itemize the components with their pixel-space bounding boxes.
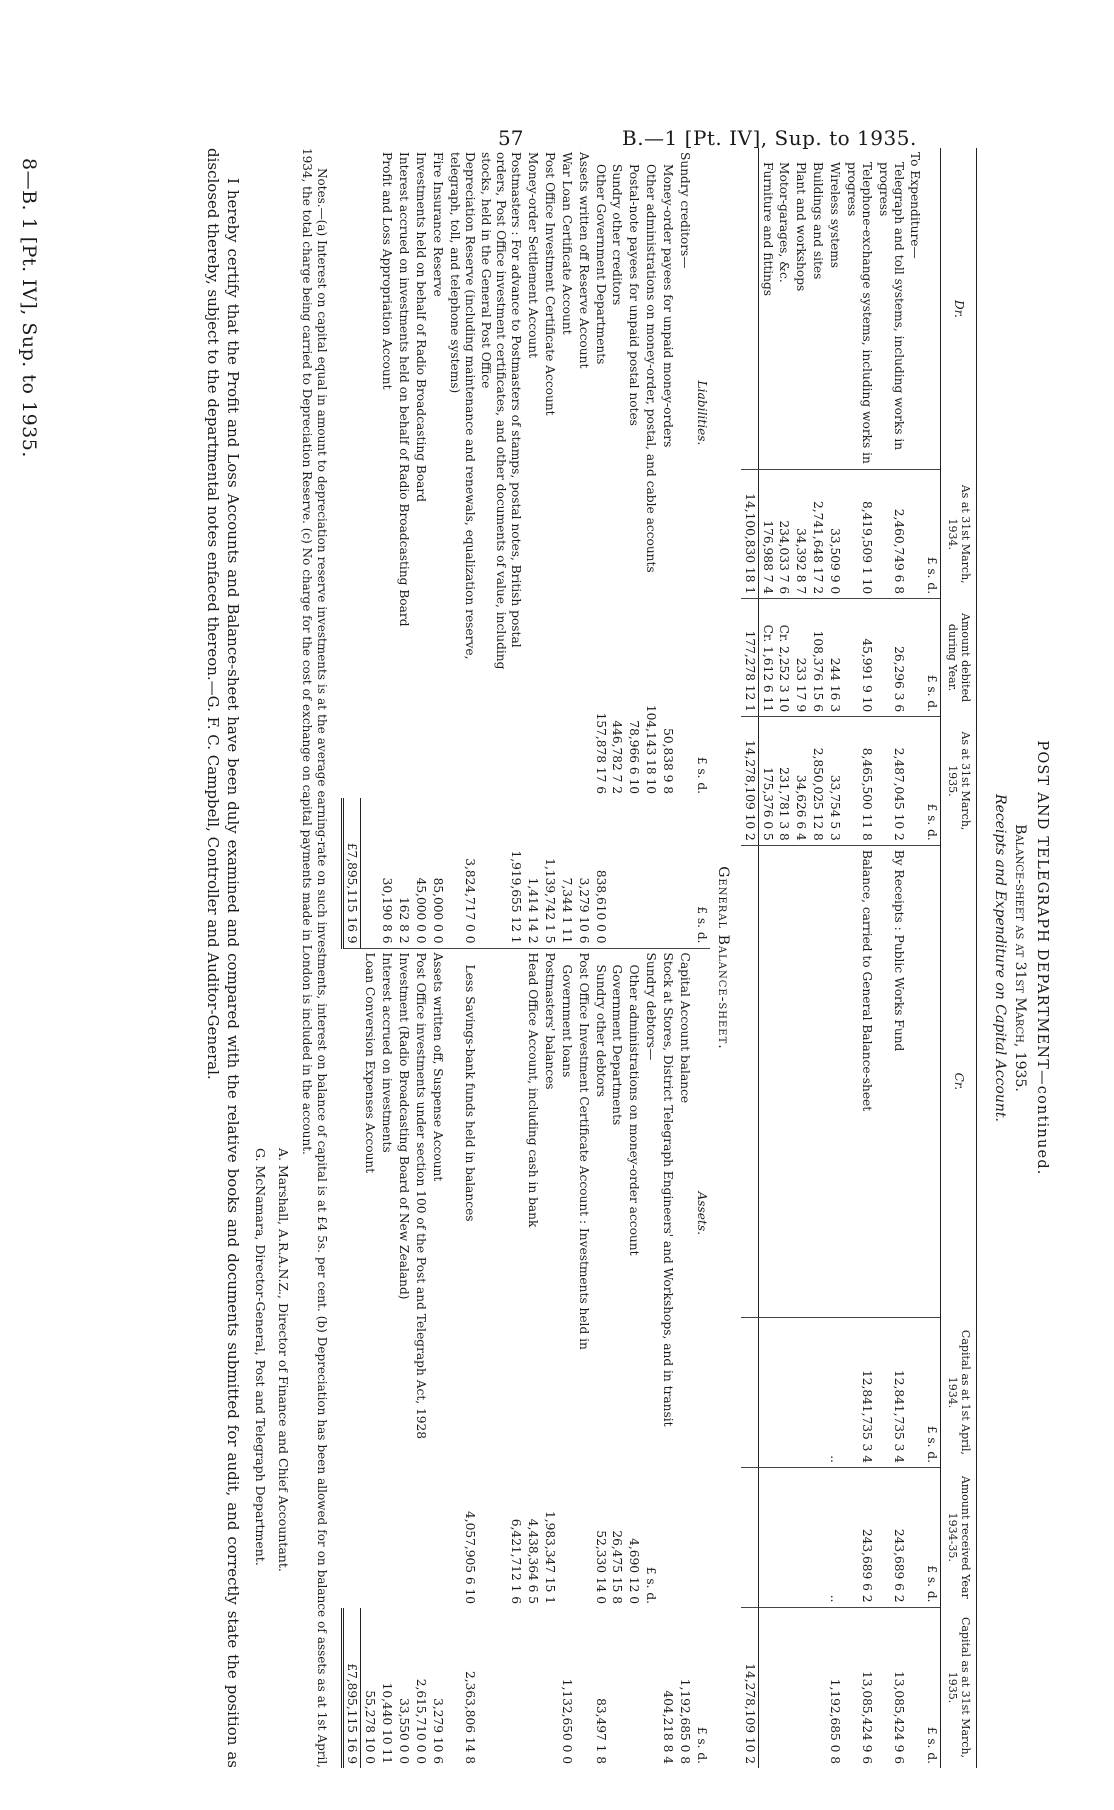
liabilities-heading: Liabilities. [694,380,709,446]
liability-label: Profit and Loss Appropriation Account [380,152,395,390]
balance-row [524,148,541,1768]
asset-subamount: 4,438,364 6 5 [526,1518,541,1604]
asset-subamount [395,1478,412,1608]
currency-label: £ s. d. [923,1317,940,1467]
money-header: £ s. d. [694,756,709,794]
asset-label: Postmasters' balances [541,948,558,1478]
money-header: £ s. d. [694,1726,709,1764]
liability-subamount [446,678,478,798]
dr-label: Telegraph and toll systems, including works in progress [876,162,906,451]
liability-amount: 1,414 14 2 [526,877,541,944]
asset-label: Head Office Account, including cash in bank [524,948,541,1478]
general-balance-sheet-title: General Balance-sheet. [714,866,731,1050]
asset-subamount: 52,330 14 0 [593,1530,608,1604]
cr-label: Balance, carried to General Balance-sheet [843,845,875,1317]
col-cr-received: Amount received Year 1934-35. [941,1468,977,1607]
liability-subamount [541,678,558,798]
capital-total-row [741,148,758,1768]
cr-value-1934 [809,1317,826,1467]
asset-subamount: 26,475 15 8 [610,1530,625,1604]
asset-amount: 3,279 10 6 [430,1698,445,1764]
liability-subamount [412,678,429,798]
asset-subamount [575,1478,592,1608]
cr-value-1935 [758,1607,775,1768]
dr-value-1935: 34,626 6 4 [792,717,809,846]
liability-label: Investments held on behalf of Radio Broadcasting Board [413,152,428,503]
liability-label: Money-order Settlement Account [526,152,541,359]
asset-amount: 10,440 10 11 [380,1682,395,1764]
asset-subamount: 6,421,712 1 6 [509,1518,524,1604]
liability-label: Money-order payees for unpaid money-orders [661,164,676,448]
cr-label [792,845,809,1317]
cr-value-received [758,1468,775,1607]
running-head-bottom: 8—B. 1 [Pt. IV], Sup. to 1935. [18,158,40,458]
liability-subamount [361,678,378,798]
liability-subamount [429,678,446,798]
dr-value-1935: 2,850,025 12 8 [809,717,826,846]
cr-total-label [741,845,758,1317]
signature-1: A. Marshall, A.R.A.N.Z., Director of Finance and Chief Accountant. [276,1148,292,1572]
general-balance-sheet-table [341,148,710,1768]
liability-amount: 1,139,742 1 5 [542,858,557,944]
asset-amount: 404,218 8 4 [661,1690,676,1764]
dr-value-debited: 244 16 3 [826,599,843,717]
cr-value-received: .. [826,1468,843,1607]
cr-value-1934 [792,1317,809,1467]
liability-label: War Loan Certificate Account [559,152,574,335]
liability-label: Other administrations on money-order, postal, and cable accounts [644,164,659,573]
liability-label: Depreciation Reserve (including maintenance and renewals, equalization reserve, telegraph, toll, and telephone systems) [447,152,477,660]
asset-amount [642,1608,659,1768]
dr-value-debited: 45,991 9 10 [843,599,875,717]
balance-row [558,148,575,1768]
asset-amount: 1,132,650 0 0 [559,1678,574,1764]
dr-value-1934: 176,988 7 4 [758,470,775,599]
asset-amount [625,1608,642,1768]
capital-row [758,148,775,1768]
dr-total-1935: 14,278,109 10 2 [741,717,758,846]
cr-value-1935: 1,192,685 0 8 [826,1607,843,1768]
cr-label: By Receipts : Public Works Fund [875,845,907,1317]
asset-amount: 1,192,685 0 8 [677,1678,692,1764]
liability-subamount [558,678,575,798]
dr-label: Plant and workshops [794,162,809,292]
dr-value-1935: 175,376 0 5 [758,717,775,846]
dr-value-debited: 26,296 3 6 [875,599,907,717]
liability-label: Post Office Investment Certificate Account [542,152,557,416]
liability-label: Postal-note payees for unpaid postal notes [627,164,642,426]
liability-amount: 45,000 0 0 [413,877,428,944]
col-cr: Cr. [941,845,977,1317]
liability-label: Fire Insurance Reserve [430,152,445,297]
col-cr-1935: Capital as at 31st March, 1935. [941,1607,977,1768]
asset-amount: 33,550 0 0 [397,1698,412,1764]
liability-subamount [395,678,412,798]
asset-label: Less Savings-bank funds held in balances [446,948,478,1478]
asset-label [478,948,525,1478]
asset-amount: 83,497 1 8 [593,1698,608,1764]
dr-value-1934: 34,392 8 7 [792,470,809,599]
liability-amount: 838,610 0 0 [593,869,608,944]
liability-amount [609,798,626,948]
asset-label: Interest accrued on investments [378,948,395,1478]
liability-subamount: 78,966 6 10 [627,720,642,794]
asset-amount [575,1608,592,1768]
liability-amount: 3,824,717 0 0 [462,858,477,944]
liability-label: Postmasters : For advance to Postmasters of stamps, postal notes, British postal orders, Post Office investment certificates, and other documents of value, including stocks, held in the General Post Office [479,152,524,670]
capital-header-row [941,148,977,1768]
balance-row [412,148,429,1768]
currency-label: £ s. d. [923,1607,940,1768]
liability-subamount: 50,838 9 8 [661,728,676,794]
balance-row [429,148,446,1768]
dr-value-debited: 108,376 15 6 [809,599,826,717]
capital-row [809,148,826,1768]
dr-value-debited: Cr. 2,252 3 10 [776,599,793,717]
balance-row [609,148,626,1768]
cr-label [809,845,826,1317]
dr-value-debited: Cr. 1,612 6 11 [758,599,775,717]
cr-value-received: 243,689 6 2 [843,1468,875,1607]
cr-value-1934: .. [826,1317,843,1467]
cr-total-1935: 14,278,109 10 2 [741,1607,758,1768]
asset-label: Capital Account balance [676,948,693,1478]
currency-label: £ s. d. [923,717,940,846]
dr-value-1935: 33,754 5 3 [826,717,843,846]
balance-total-row [342,148,361,1768]
liabilities-total-label [342,148,361,678]
liability-subamount [575,678,592,798]
cr-label [826,845,843,1317]
currency-label: £ s. d. [923,599,940,717]
cr-value-received [809,1468,826,1607]
asset-label: Sundry other debtors [592,948,609,1478]
cr-value-received [792,1468,809,1607]
liability-amount: 30,190 8 6 [380,877,395,944]
liability-subamount [676,678,693,798]
asset-subamount [378,1478,395,1608]
balance-row [378,148,395,1768]
assets-heading: Assets. [693,948,710,1478]
balance-row [575,148,592,1768]
col-dr-1935: As at 31st March, 1935. [941,717,977,846]
capital-account-table [741,148,977,1768]
section-title: Receipts and Expenditure on Capital Account. [992,794,1009,1122]
balance-row [659,148,676,1768]
cr-value-1935 [776,1607,793,1768]
dr-value-1935: 8,465,500 11 8 [843,717,875,846]
liability-label: Interest accrued on investments held on behalf of Radio Broadcasting Board [397,152,412,627]
asset-subamount [361,1478,378,1608]
dr-value-1934: 8,419,509 1 10 [843,470,875,599]
asset-amount [524,1608,541,1768]
dr-label: Wireless systems [828,162,843,269]
page-number: 57 [498,126,524,150]
liability-amount: 7,344 1 11 [559,877,574,944]
liability-label: Other Government Departments [593,164,608,365]
capital-row [875,148,907,1768]
liability-label: Sundry other creditors [610,164,625,306]
asset-label: Assets written off, Suspense Account [429,948,446,1478]
dr-value-debited: 233 17 9 [792,599,809,717]
asset-label: Stock at Stores, District Telegraph Engineers' and Workshops, and in transit [659,948,676,1478]
asset-label: Government loans [558,948,575,1478]
dr-value-1935: 231,781 3 8 [776,717,793,846]
balance-row [592,148,609,1768]
asset-subamount [558,1478,575,1608]
col-dr-debited: Amount debited during Year. [941,599,977,717]
liability-subamount: 446,782 7 2 [610,720,625,794]
liability-subamount [378,678,395,798]
asset-label: Other administrations on money-order account [625,948,642,1478]
balance-row [642,148,659,1768]
assets-total-spacer [342,1478,361,1608]
liability-amount: 85,000 0 0 [430,877,445,944]
liability-amount: 162 8 2 [397,896,412,944]
asset-label: Post Office investments under section 100 of the Post and Telegraph Act, 1928 [412,948,429,1478]
liability-amount: 3,279 10 6 [576,877,591,944]
capital-row [826,148,843,1768]
cr-value-received [776,1468,793,1607]
audit-certificate: I hereby certify that the Profit and Loss Accounts and Balance-sheet have been duly examined and compared with the relative books and documents submitted for audit, and correctly state the position as disclosed thereby, subject to the departmental notes enfaced thereon.—G. F. C. Campbell, Controller and Auditor-General. [203,148,242,1768]
asset-subamount: 1,983,347 15 1 [542,1510,557,1604]
balance-row [625,148,642,1768]
assets-total: £7,895,115 16 9 [342,1608,361,1768]
liabilities-total-spacer [342,678,361,798]
liability-label: Assets written off Reserve Account [576,152,591,369]
liability-subamount [524,678,541,798]
liability-label: Sundry creditors— [677,152,692,269]
notes: Notes.—(a) Interest on capital equal in amount to depreciation reserve investments is at the average earning-rate on such investments, interest on balance of capital is at £4 5s. per cent. (b) Depreciation has been allowed for on balance of assets as at 1st April, 1934, the total charge being carried to Depreciation Reserve. (c) No charge for the cost of exchange on capital payments made in London is included in the account. [299,148,329,1768]
dr-value-1934: 33,509 9 0 [826,470,843,599]
asset-label: Loan Conversion Expenses Account [361,948,378,1478]
balance-row [446,148,478,1768]
running-head-top: B.—1 [Pt. IV], Sup. to 1935. [622,126,917,150]
liability-amount [659,798,676,948]
dr-value-1934: 2,741,648 17 2 [809,470,826,599]
cr-value-1935: 13,085,424 9 6 [843,1607,875,1768]
balance-row [361,148,378,1768]
balance-row [478,148,525,1768]
asset-subamount: 4,690 12 0 [627,1538,642,1604]
asset-subamount: £ s. d. [644,1566,659,1604]
currency-label: £ s. d. [923,1468,940,1607]
dr-heading: To Expenditure— [908,152,923,259]
rotated-sheet [20,148,1050,1768]
dr-label: Motor-garages, &c. [777,162,792,283]
cr-value-1935: 13,085,424 9 6 [875,1607,907,1768]
liability-amount [642,798,659,948]
signature-2: G. McNamara, Director-General, Post and Telegraph Department. [253,1148,269,1566]
cr-value-1934: 12,841,735 3 4 [875,1317,907,1467]
liabilities-total: £7,895,115 16 9 [342,798,361,948]
assets-total-label [342,948,361,1478]
cr-value-1934 [776,1317,793,1467]
cr-total-received [741,1468,758,1607]
cr-value-received: 243,689 6 2 [875,1468,907,1607]
col-cr-1934: Capital as at 1st April, 1934. [941,1317,977,1467]
liability-subamount: 157,878 17 6 [593,712,608,794]
dr-total-label [741,148,758,470]
liability-subamount [478,678,525,798]
capital-row [776,148,793,1768]
cr-label [776,845,793,1317]
dr-label: Telephone-exchange systems, including works in progress [844,162,874,464]
asset-subamount [412,1478,429,1608]
asset-label: Sundry debtors— [642,948,659,1478]
dr-value-1934: 234,033 7 6 [776,470,793,599]
dr-label: Furniture and fittings [760,162,775,297]
cr-total-1934 [741,1317,758,1467]
balance-row [541,148,558,1768]
balance-row [676,148,693,1768]
balance-row [395,148,412,1768]
liability-amount: 1,919,655 12 1 [509,850,524,944]
asset-subamount [429,1478,446,1608]
cr-value-1935 [792,1607,809,1768]
dr-value-1934: 2,460,749 6 8 [875,470,907,599]
asset-subamount [659,1478,676,1608]
asset-amount: 2,363,806 14 8 [462,1670,477,1764]
dr-total-1934: 14,100,830 18 1 [741,470,758,599]
liability-amount [361,798,378,948]
asset-amount [609,1608,626,1768]
asset-amount: 2,615,710 0 0 [413,1678,428,1764]
asset-label: Investment (Radio Broadcasting Board of New Zealand) [395,948,412,1478]
money-header: £ s. d. [694,906,709,944]
asset-subamount: 4,057,905 6 10 [462,1510,477,1604]
liability-amount [676,798,693,948]
col-dr-1934: As at 31st March, 1934. [941,470,977,599]
col-dr: Dr. [941,148,977,470]
asset-subamount [676,1478,693,1608]
asset-label: Post Office Investment Certificate Account : Investments held in [575,948,592,1478]
cr-label [758,845,775,1317]
cr-value-1934 [758,1317,775,1467]
liability-subamount: 104,143 18 10 [644,704,659,794]
cr-value-1934: 12,841,735 3 4 [843,1317,875,1467]
asset-amount [541,1608,558,1768]
capital-row [843,148,875,1768]
cr-value-1935 [809,1607,826,1768]
liability-label [361,148,378,678]
asset-amount [478,1608,525,1768]
page-title: POST AND TELEGRAPH DEPARTMENT—continued. [1034,740,1050,1176]
dr-value-1935: 2,487,045 10 2 [875,717,907,846]
asset-amount: 55,278 10 0 [363,1690,378,1764]
asset-label: Government Departments [609,948,626,1478]
dr-total-debited: 177,278 12 1 [741,599,758,717]
liability-amount [625,798,642,948]
dr-label: Buildings and sites [811,162,826,280]
capital-row [792,148,809,1768]
page-subtitle: Balance-sheet as at 31st March, 1935. [1012,824,1029,1092]
currency-label: £ s. d. [923,470,940,599]
